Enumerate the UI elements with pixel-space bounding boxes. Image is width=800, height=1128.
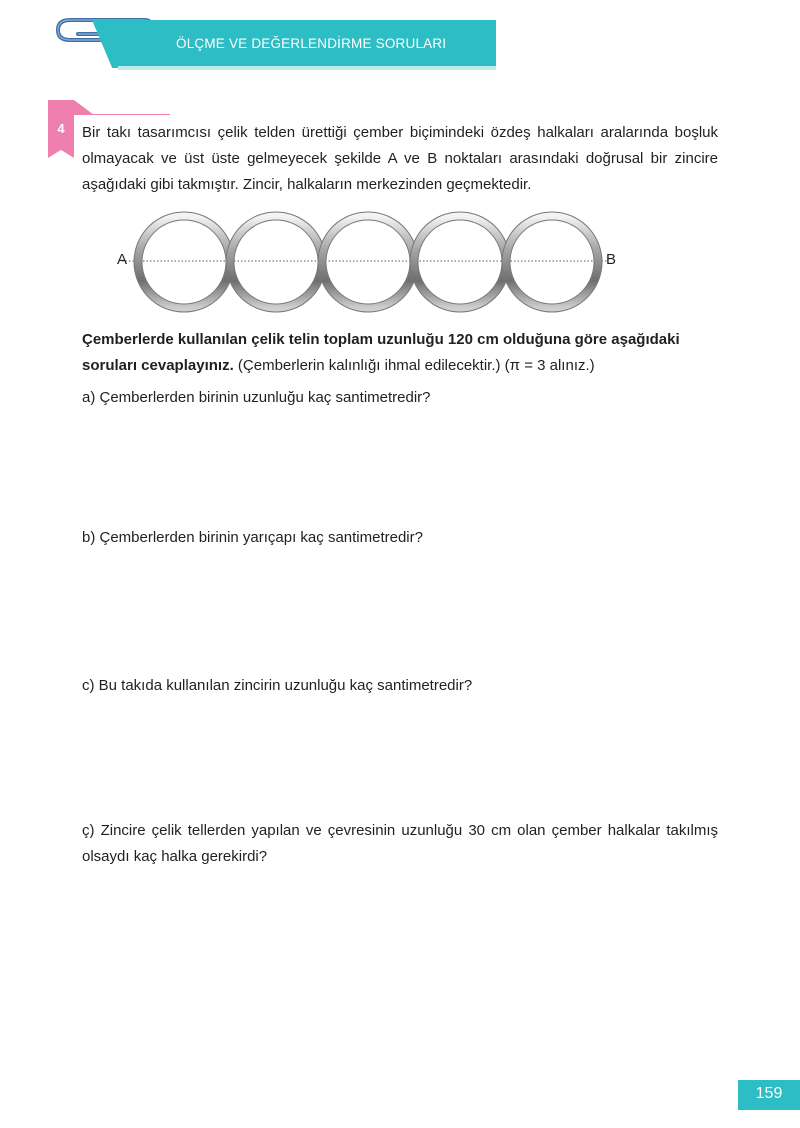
task-statement bbox=[82, 327, 718, 379]
question-rule bbox=[74, 114, 170, 115]
point-label-b: B bbox=[606, 251, 617, 268]
ring bbox=[138, 216, 230, 308]
task-statement-note: (Çemberlerin kalınlığı ihmal edilecektir.) (π = 3 alınız.) bbox=[233, 357, 595, 374]
sub-question-d: ç) Zincire çelik tellerden yapılan ve çevresinin uzunluğu 30 cm olan çember halkalar takılmış olsaydı kaç halka gerekirdi? bbox=[82, 822, 718, 865]
sub-question-a: a) Çemberlerden birinin uzunluğu kaç santimetredir? bbox=[82, 389, 431, 406]
point-label-a: A bbox=[117, 251, 128, 268]
question-intro: Bir takı tasarımcısı çelik telden ürettiği çember biçimindeki özdeş halkaları aralarında boşluk olmayacak ve üst üste gelmeyecek şekilde A ve B noktaları arasındaki doğrusal bir zincire aşağıdaki gibi takmıştır. Zincir, halkaların merkezinden geçmektedir. bbox=[82, 124, 718, 193]
question-number: 4 bbox=[57, 121, 65, 136]
sub-question-b: b) Çemberlerden birinin yarıçapı kaç santimetredir? bbox=[82, 529, 423, 546]
ring-chain-figure bbox=[110, 210, 630, 316]
task-statement-bold: Çemberlerde kullanılan çelik telin toplam uzunluğu 120 cm olduğuna göre aşağıdaki soruları cevaplayınız. bbox=[82, 331, 680, 374]
ring bbox=[230, 216, 322, 308]
ring bbox=[414, 216, 506, 308]
ring bbox=[506, 216, 598, 308]
page-number: 159 bbox=[755, 1085, 783, 1102]
question-tab-fold bbox=[74, 100, 94, 115]
ring bbox=[322, 216, 414, 308]
sub-question-c: c) Bu takıda kullanılan zincirin uzunluğu kaç santimetredir? bbox=[82, 677, 473, 694]
header-banner-shadow bbox=[118, 66, 496, 70]
section-title: ÖLÇME VE DEĞERLENDİRME SORULARI bbox=[176, 36, 447, 51]
